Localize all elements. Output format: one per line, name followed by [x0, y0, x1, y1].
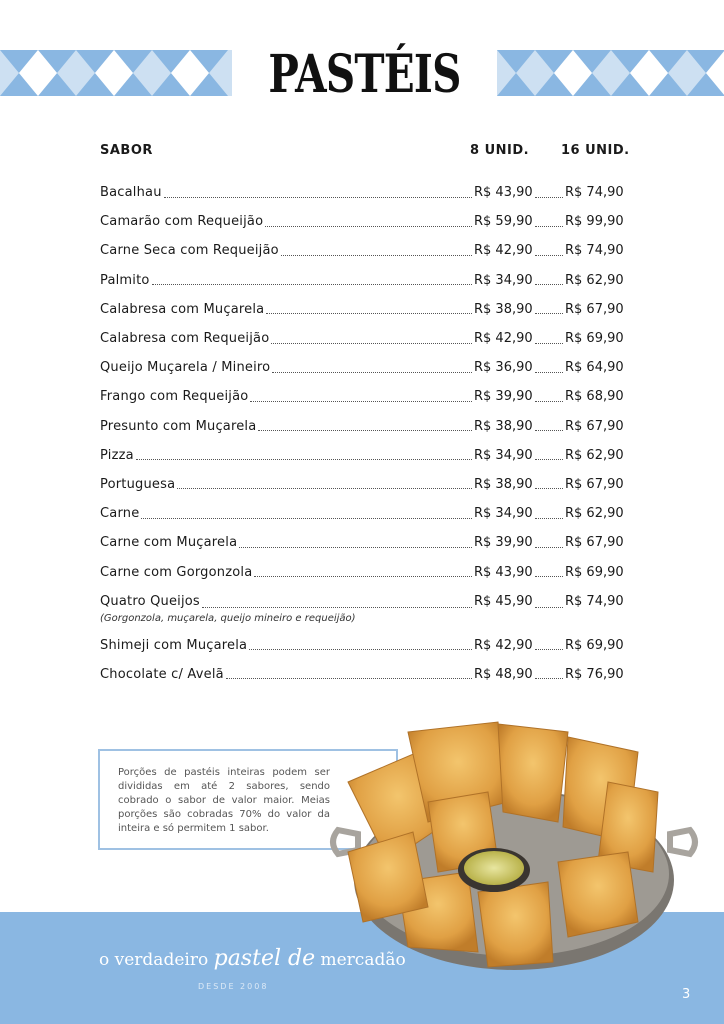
price-16-units: R$ 67,90 [565, 418, 624, 434]
column-header-flavor: SABOR [100, 143, 153, 158]
leader-dots [177, 487, 472, 489]
leader-dots [164, 196, 472, 198]
leader-dots [202, 606, 472, 608]
flavor-name: Presunto com Muçarela [100, 418, 257, 434]
leader-dots [535, 546, 563, 548]
flavor-note: (Gorgonzola, muçarela, queijo mineiro e requeijão) [100, 612, 356, 624]
leader-dots [535, 342, 563, 344]
menu-row [100, 382, 623, 411]
leader-dots [535, 458, 563, 460]
leader-dots [152, 283, 472, 285]
slogan-part-1: o verdadeiro [99, 950, 209, 970]
menu-row [100, 441, 623, 470]
price-16-units: R$ 64,90 [565, 360, 624, 376]
price-8-units: R$ 42,90 [474, 637, 533, 653]
slogan-part-3: mercadão [320, 950, 406, 970]
price-8-units: R$ 48,90 [474, 666, 533, 682]
page-title: PASTÉIS [268, 44, 461, 105]
price-16-units: R$ 76,90 [565, 666, 624, 682]
price-16-units: R$ 62,90 [565, 272, 624, 288]
leader-dots [535, 648, 563, 650]
flavor-name: Portuguesa [100, 476, 176, 492]
leader-dots [535, 225, 563, 227]
menu-row [100, 412, 623, 441]
leader-dots [535, 487, 563, 489]
flavor-name: Calabresa com Requeijão [100, 331, 270, 347]
menu-row [100, 353, 623, 382]
price-16-units: R$ 67,90 [565, 535, 624, 551]
menu-row [100, 557, 623, 586]
menu-row [100, 470, 623, 499]
menu-row [100, 660, 623, 689]
price-8-units: R$ 38,90 [474, 301, 533, 317]
page-number: 3 [682, 987, 691, 1002]
price-8-units: R$ 42,90 [474, 243, 533, 259]
leader-dots [535, 429, 563, 431]
flavor-name: Palmito [100, 272, 150, 288]
slogan-part-2: pastel de [213, 946, 316, 971]
menu-row [100, 528, 623, 557]
price-8-units: R$ 34,90 [474, 447, 533, 463]
leader-dots [535, 517, 563, 519]
flavor-name: Queijo Muçarela / Mineiro [100, 360, 271, 376]
flavor-name: Frango com Requeijão [100, 389, 249, 405]
price-8-units: R$ 34,90 [474, 506, 533, 522]
flavor-name: Shimeji com Muçarela [100, 637, 248, 653]
leader-dots [249, 648, 472, 650]
flavor-name: Carne Seca com Requeijão [100, 243, 279, 259]
flavor-name: Carne com Gorgonzola [100, 564, 253, 580]
price-8-units: R$ 39,90 [474, 389, 533, 405]
leader-dots [535, 400, 563, 402]
menu-row [100, 499, 623, 528]
price-8-units: R$ 59,90 [474, 214, 533, 230]
pastel-platter-image [328, 712, 700, 982]
price-16-units: R$ 67,90 [565, 301, 624, 317]
info-text: Porções de pastéis inteiras podem ser divididas em até 2 sabores, sendo cobrado o sabor de valor maior. Meias porções são cobradas 70% do valor da inteira e só permitem 1 sabor. [118, 767, 330, 834]
menu-list [100, 178, 623, 689]
leader-dots [535, 371, 563, 373]
diamond-pattern-right [497, 50, 724, 96]
price-8-units: R$ 34,90 [474, 272, 533, 288]
leader-dots [535, 196, 563, 198]
flavor-name: Carne com Muçarela [100, 535, 238, 551]
leader-dots [239, 546, 472, 548]
leader-dots [226, 677, 472, 679]
flavor-name: Bacalhau [100, 185, 162, 201]
leader-dots [271, 342, 472, 344]
flavor-name: Carne [100, 506, 140, 522]
leader-dots [254, 575, 472, 577]
price-16-units: R$ 69,90 [565, 331, 624, 347]
flavor-name: Quatro Queijos [100, 593, 200, 609]
menu-row [100, 178, 623, 207]
leader-dots [258, 429, 472, 431]
flavor-name: Chocolate c/ Avelã [100, 666, 224, 682]
leader-dots [535, 283, 563, 285]
price-8-units: R$ 42,90 [474, 331, 533, 347]
price-16-units: R$ 62,90 [565, 447, 624, 463]
leader-dots [535, 254, 563, 256]
leader-dots [535, 677, 563, 679]
menu-row [100, 295, 623, 324]
column-header-8-units: 8 UNID. [470, 143, 530, 158]
price-8-units: R$ 43,90 [474, 564, 533, 580]
menu-row [100, 324, 623, 353]
price-16-units: R$ 62,90 [565, 506, 624, 522]
price-16-units: R$ 69,90 [565, 637, 624, 653]
leader-dots [136, 458, 472, 460]
price-8-units: R$ 43,90 [474, 185, 533, 201]
menu-row [100, 631, 623, 660]
flavor-name: Calabresa com Muçarela [100, 301, 265, 317]
price-16-units: R$ 69,90 [565, 564, 624, 580]
price-8-units: R$ 45,90 [474, 593, 533, 609]
since-label: DESDE 2008 [198, 982, 269, 991]
leader-dots [535, 312, 563, 314]
price-16-units: R$ 99,90 [565, 214, 624, 230]
price-16-units: R$ 74,90 [565, 243, 624, 259]
menu-row [100, 236, 623, 265]
leader-dots [272, 371, 472, 373]
flavor-name: Pizza [100, 447, 134, 463]
leader-dots [281, 254, 472, 256]
leader-dots [535, 606, 563, 608]
price-16-units: R$ 67,90 [565, 476, 624, 492]
leader-dots [250, 400, 472, 402]
menu-row [100, 587, 623, 631]
column-header-16-units: 16 UNID. [561, 143, 630, 158]
menu-row [100, 207, 623, 236]
leader-dots [266, 312, 472, 314]
price-16-units: R$ 68,90 [565, 389, 624, 405]
price-8-units: R$ 38,90 [474, 476, 533, 492]
menu-row [100, 266, 623, 295]
diamond-pattern-left [0, 50, 232, 96]
price-8-units: R$ 38,90 [474, 418, 533, 434]
flavor-name: Camarão com Requeijão [100, 214, 264, 230]
price-16-units: R$ 74,90 [565, 185, 624, 201]
leader-dots [141, 517, 472, 519]
leader-dots [265, 225, 472, 227]
price-16-units: R$ 74,90 [565, 593, 624, 609]
price-8-units: R$ 39,90 [474, 535, 533, 551]
leader-dots [535, 575, 563, 577]
price-8-units: R$ 36,90 [474, 360, 533, 376]
